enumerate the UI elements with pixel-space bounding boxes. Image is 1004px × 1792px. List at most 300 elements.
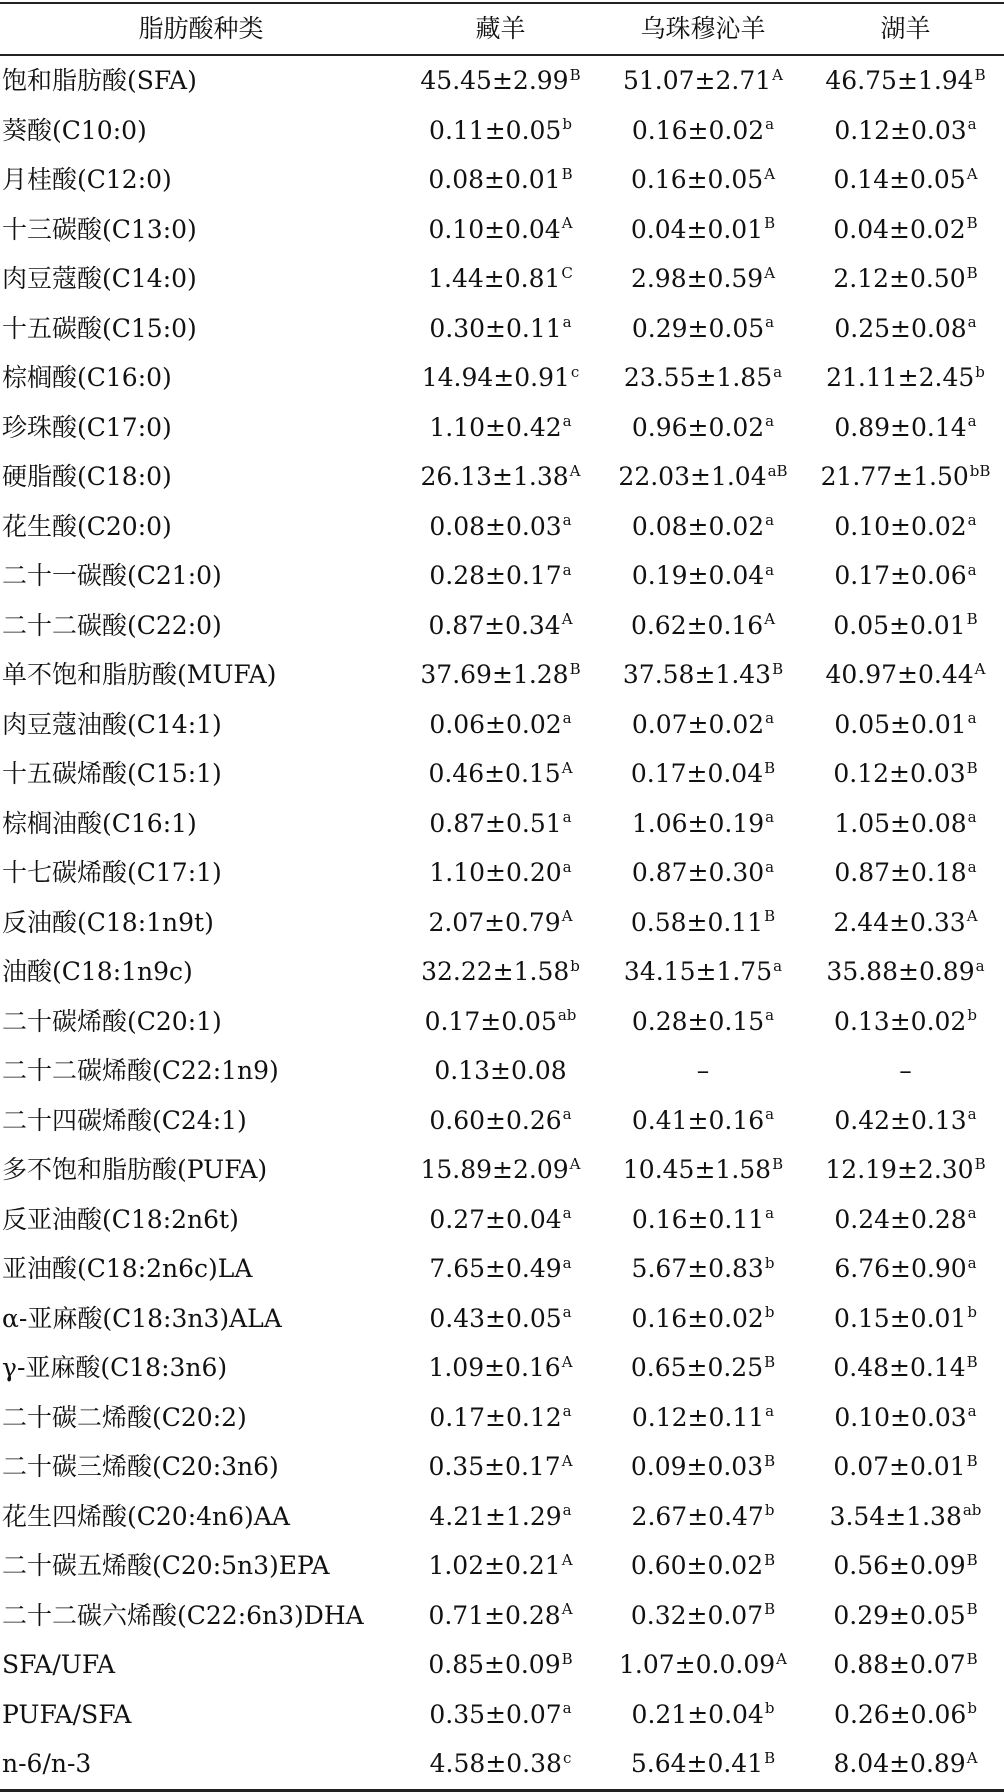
table-row	[0, 1195, 1004, 1245]
ujimqin-sheep-value	[599, 106, 807, 156]
fatty-acid-name: 月桂酸(C12:0)	[2, 165, 172, 194]
value-text: 0.85±0.09	[428, 1650, 561, 1679]
significance-letter: a	[773, 956, 783, 975]
significance-letter: A	[561, 1451, 573, 1470]
significance-letter: b	[764, 1699, 775, 1718]
tibetan-sheep-value	[402, 848, 599, 898]
value-text: 0.43±0.05	[429, 1303, 562, 1333]
value-text: 0.21±0.04	[631, 1699, 764, 1729]
hu-sheep-value	[807, 997, 1004, 1047]
value-text: 0.19±0.04	[631, 561, 765, 590]
significance-letter: A	[561, 1352, 573, 1371]
table-row	[0, 749, 1004, 799]
significance-letter: B	[764, 1451, 776, 1470]
ujimqin-sheep-value	[599, 403, 807, 453]
table-row	[0, 205, 1004, 255]
significance-letter: aB	[767, 461, 788, 480]
tibetan-sheep-value	[402, 1244, 599, 1294]
significance-letter: A	[966, 164, 978, 183]
fatty-acid-name: 十五碳酸(C15:0)	[2, 313, 197, 343]
value-text: 0.10±0.04	[428, 214, 561, 244]
value-text: 35.88±0.89	[826, 957, 975, 986]
value-text: 5.64±0.41	[630, 1749, 764, 1778]
hu-sheep-value	[807, 106, 1004, 156]
value-text: 0.65±0.25	[630, 1353, 764, 1382]
significance-letter: b	[967, 1006, 977, 1025]
table-row	[0, 353, 1004, 403]
table-row	[0, 155, 1004, 205]
significance-letter: a	[967, 560, 977, 579]
significance-letter: a	[562, 1253, 572, 1272]
value-text: 0.87±0.18	[834, 858, 967, 887]
hu-sheep-value	[807, 1046, 1004, 1096]
fatty-acid-name: 棕榈油酸(C16:1)	[2, 808, 197, 838]
value-text: 15.89±2.09	[420, 1155, 569, 1184]
table-row	[0, 898, 1004, 948]
significance-letter: a	[765, 709, 775, 728]
value-text: 0.30±0.11	[429, 313, 562, 343]
significance-letter: a	[562, 1204, 572, 1223]
significance-letter: A	[764, 263, 776, 282]
fatty-acid-name: SFA/UFA	[2, 1650, 116, 1679]
value-text: 0.62±0.16	[630, 610, 764, 640]
significance-letter: a	[967, 115, 977, 134]
fatty-acid-name: 二十碳二烯酸(C20:2)	[2, 1402, 247, 1432]
tibetan-sheep-value	[402, 403, 599, 453]
significance-letter: a	[765, 560, 775, 579]
table-row	[0, 1145, 1004, 1195]
significance-letter: b	[764, 1501, 775, 1520]
ujimqin-sheep-value	[599, 353, 807, 403]
value-text: 0.29±0.05	[631, 313, 765, 343]
fatty-acid-name: 反亚油酸(C18:2n6t)	[2, 1204, 239, 1234]
tibetan-sheep-value	[402, 304, 599, 354]
ujimqin-sheep-value	[599, 947, 807, 997]
hu-sheep-value	[807, 1096, 1004, 1146]
value-text: –	[696, 1056, 710, 1085]
value-text: 1.06±0.19	[631, 808, 765, 838]
table-row	[0, 1244, 1004, 1294]
value-text: 0.24±0.28	[834, 1204, 967, 1234]
value-text: 0.04±0.01	[630, 214, 764, 244]
value-text: 0.46±0.15	[428, 759, 561, 788]
table-header-row	[0, 3, 1004, 55]
value-text: 46.75±1.94	[825, 66, 974, 95]
significance-letter: A	[561, 610, 573, 629]
tibetan-sheep-value	[402, 1739, 599, 1790]
value-text: 45.45±2.99	[420, 66, 569, 95]
header-fatty-acid-type: 脂肪酸种类	[138, 14, 264, 43]
value-text: 5.67±0.83	[631, 1254, 764, 1283]
fatty-acid-name: PUFA/SFA	[2, 1699, 132, 1729]
table-row	[0, 997, 1004, 1047]
fatty-acid-name: γ-亚麻酸(C18:3n6)	[2, 1353, 228, 1382]
ujimqin-sheep-value	[599, 1195, 807, 1245]
table-row	[0, 848, 1004, 898]
table-row	[0, 1690, 1004, 1740]
table-row	[0, 1096, 1004, 1146]
ujimqin-sheep-value	[599, 1442, 807, 1492]
value-text: 1.10±0.42	[429, 412, 562, 442]
significance-letter: B	[966, 610, 978, 629]
significance-letter: b	[967, 1699, 977, 1718]
tibetan-sheep-value	[402, 155, 599, 205]
value-text: 14.94±0.91	[421, 363, 570, 392]
ujimqin-sheep-value	[599, 1739, 807, 1790]
value-text: 0.08±0.02	[631, 511, 765, 541]
value-text: 12.19±2.30	[825, 1155, 974, 1184]
table-row	[0, 947, 1004, 997]
value-text: 0.09±0.03	[630, 1452, 764, 1481]
fatty-acid-name: 多不饱和脂肪酸(PUFA)	[2, 1155, 268, 1184]
ujimqin-sheep-value	[599, 452, 807, 502]
fatty-acid-name: 二十一碳酸(C21:0)	[2, 561, 222, 590]
tibetan-sheep-value	[402, 1195, 599, 1245]
value-text: 4.58±0.38	[429, 1749, 562, 1778]
significance-letter: B	[569, 65, 581, 84]
ujimqin-sheep-value	[599, 205, 807, 255]
significance-letter: A	[561, 1550, 573, 1569]
value-text: 0.12±0.03	[833, 759, 966, 788]
value-text: 34.15±1.75	[623, 957, 773, 986]
value-text: 0.16±0.02	[631, 115, 765, 145]
fatty-acid-name: 油酸(C18:1n9c)	[2, 957, 193, 986]
value-text: 0.16±0.02	[631, 1303, 764, 1333]
ujimqin-sheep-value	[599, 1343, 807, 1393]
hu-sheep-value	[807, 848, 1004, 898]
ujimqin-sheep-value	[599, 1096, 807, 1146]
table-row	[0, 452, 1004, 502]
ujimqin-sheep-value	[599, 55, 807, 106]
significance-letter: A	[561, 214, 573, 233]
value-text: 4.21±1.29	[429, 1501, 562, 1531]
hu-sheep-value	[807, 1244, 1004, 1294]
value-text: 0.08±0.01	[428, 165, 561, 194]
significance-letter: C	[561, 263, 573, 282]
fatty-acid-name: 花生酸(C20:0)	[2, 511, 172, 541]
ujimqin-sheep-value	[599, 551, 807, 601]
significance-letter: a	[765, 808, 775, 827]
value-text: 0.06±0.02	[429, 709, 562, 739]
value-text: 40.97±0.44	[825, 660, 974, 689]
significance-letter: a	[765, 412, 775, 431]
value-text: 2.44±0.33	[833, 907, 966, 937]
hu-sheep-value	[807, 155, 1004, 205]
significance-letter: B	[764, 214, 776, 233]
fatty-acid-name: n-6/n-3	[2, 1749, 92, 1778]
significance-letter: B	[974, 65, 986, 84]
ujimqin-sheep-value	[599, 1393, 807, 1443]
hu-sheep-value	[807, 205, 1004, 255]
value-text: 1.09±0.16	[428, 1353, 561, 1382]
value-text: 0.25±0.08	[834, 313, 967, 343]
significance-letter: a	[562, 560, 572, 579]
ujimqin-sheep-value	[599, 1541, 807, 1591]
significance-letter: B	[569, 659, 581, 678]
tibetan-sheep-value	[402, 700, 599, 750]
fatty-acid-name: 二十二碳六烯酸(C22:6n3)DHA	[2, 1600, 364, 1630]
significance-letter: a	[562, 1501, 572, 1520]
value-text: 32.22±1.58	[421, 957, 570, 986]
value-text: 51.07±2.71	[622, 66, 772, 95]
tibetan-sheep-value	[402, 1046, 599, 1096]
fatty-acid-name: 珍珠酸(C17:0)	[2, 412, 172, 442]
significance-letter: B	[966, 758, 978, 777]
significance-letter: a	[967, 1253, 977, 1272]
hu-sheep-value	[807, 502, 1004, 552]
significance-letter: B	[966, 1352, 978, 1371]
fatty-acid-name: 二十二碳酸(C22:0)	[2, 610, 222, 640]
ujimqin-sheep-value	[599, 1591, 807, 1641]
tibetan-sheep-value	[402, 502, 599, 552]
fatty-acid-name: 花生四烯酸(C20:4n6)AA	[2, 1501, 290, 1531]
significance-letter: b	[967, 1303, 977, 1322]
significance-letter: B	[764, 1352, 776, 1371]
value-text: 26.13±1.38	[420, 462, 569, 491]
ujimqin-sheep-value	[599, 304, 807, 354]
value-text: 0.58±0.11	[630, 907, 764, 937]
fatty-acid-name: 二十碳烯酸(C20:1)	[2, 1006, 222, 1036]
value-text: 0.35±0.17	[428, 1452, 561, 1481]
ujimqin-sheep-value	[599, 1046, 807, 1096]
significance-letter: a	[773, 362, 783, 381]
table-row	[0, 601, 1004, 651]
significance-letter: a	[765, 1402, 775, 1421]
significance-letter: b	[975, 362, 985, 381]
significance-letter: A	[561, 907, 573, 926]
significance-letter: A	[776, 1649, 787, 1668]
table-row	[0, 551, 1004, 601]
value-text: 3.54±1.38	[829, 1501, 962, 1531]
value-text: 0.26±0.06	[834, 1699, 967, 1729]
fatty-acid-table	[0, 2, 1004, 1792]
table-row	[0, 502, 1004, 552]
tibetan-sheep-value	[402, 749, 599, 799]
value-text: 0.32±0.07	[630, 1600, 764, 1630]
hu-sheep-value	[807, 898, 1004, 948]
significance-letter: a	[562, 857, 572, 876]
fatty-acid-name: 二十二碳烯酸(C22:1n9)	[2, 1056, 279, 1085]
value-text: 0.05±0.01	[833, 610, 966, 640]
hu-sheep-value	[807, 1640, 1004, 1690]
fatty-acid-name: 二十四碳烯酸(C24:1)	[2, 1105, 247, 1135]
value-text: 21.11±2.45	[826, 363, 975, 392]
significance-letter: a	[562, 1699, 572, 1718]
value-text: 1.02±0.21	[428, 1551, 561, 1580]
value-text: 0.29±0.05	[833, 1600, 966, 1630]
ujimqin-sheep-value	[599, 848, 807, 898]
significance-letter: a	[562, 313, 572, 332]
tibetan-sheep-value	[402, 1442, 599, 1492]
value-text: 0.48±0.14	[833, 1353, 966, 1382]
fatty-acid-name: 饱和脂肪酸(SFA)	[2, 66, 197, 95]
fatty-acid-name: 十五碳烯酸(C15:1)	[2, 759, 222, 788]
significance-letter: A	[561, 1600, 573, 1619]
significance-letter: B	[561, 1649, 573, 1668]
tibetan-sheep-value	[402, 898, 599, 948]
significance-letter: B	[764, 1600, 776, 1619]
significance-letter: b	[562, 115, 572, 134]
value-text: 0.89±0.14	[834, 412, 967, 442]
table-row	[0, 403, 1004, 453]
hu-sheep-value	[807, 1591, 1004, 1641]
significance-letter: B	[764, 907, 776, 926]
value-text: 0.41±0.16	[631, 1105, 765, 1135]
significance-letter: a	[765, 857, 775, 876]
tibetan-sheep-value	[402, 205, 599, 255]
significance-letter: a	[562, 412, 572, 431]
tibetan-sheep-value	[402, 650, 599, 700]
value-text: 0.13±0.08	[434, 1056, 567, 1085]
significance-letter: b	[764, 1253, 775, 1272]
tibetan-sheep-value	[402, 254, 599, 304]
significance-letter: B	[966, 1600, 978, 1619]
value-text: 2.12±0.50	[833, 264, 966, 293]
hu-sheep-value	[807, 1492, 1004, 1542]
ujimqin-sheep-value	[599, 700, 807, 750]
significance-letter: A	[569, 1154, 581, 1173]
significance-letter: ab	[557, 1006, 577, 1025]
tibetan-sheep-value	[402, 799, 599, 849]
value-text: 10.45±1.58	[622, 1155, 772, 1184]
table-row	[0, 1294, 1004, 1344]
ujimqin-sheep-value	[599, 1244, 807, 1294]
hu-sheep-value	[807, 452, 1004, 502]
value-text: 23.55±1.85	[623, 363, 773, 392]
significance-letter: a	[765, 313, 775, 332]
significance-letter: A	[966, 907, 978, 926]
significance-letter: B	[966, 214, 978, 233]
value-text: 0.14±0.05	[833, 165, 966, 194]
table-row	[0, 1393, 1004, 1443]
tibetan-sheep-value	[402, 1591, 599, 1641]
ujimqin-sheep-value	[599, 898, 807, 948]
hu-sheep-value	[807, 1690, 1004, 1740]
fatty-acid-name: 亚油酸(C18:2n6c)LA	[2, 1254, 253, 1283]
ujimqin-sheep-value	[599, 601, 807, 651]
significance-letter: a	[562, 808, 572, 827]
value-text: 0.56±0.09	[833, 1551, 966, 1580]
header-tibetan-sheep: 藏羊	[475, 14, 526, 43]
significance-letter: B	[772, 659, 784, 678]
tibetan-sheep-value	[402, 1393, 599, 1443]
significance-letter: b	[570, 956, 580, 975]
significance-letter: a	[967, 511, 977, 530]
value-text: 0.87±0.51	[429, 808, 562, 838]
hu-sheep-value	[807, 1294, 1004, 1344]
significance-letter: B	[764, 758, 776, 777]
tibetan-sheep-value	[402, 353, 599, 403]
value-text: 1.07±0.0.09	[619, 1650, 776, 1679]
value-text: 0.17±0.04	[630, 759, 764, 788]
significance-letter: a	[967, 412, 977, 431]
significance-letter: A	[569, 461, 581, 480]
tibetan-sheep-value	[402, 947, 599, 997]
significance-letter: B	[966, 1550, 978, 1569]
value-text: 0.15±0.01	[834, 1303, 967, 1333]
hu-sheep-value	[807, 1343, 1004, 1393]
table-row	[0, 254, 1004, 304]
value-text: 0.13±0.02	[834, 1006, 967, 1036]
significance-letter: a	[967, 1105, 977, 1124]
value-text: 1.44±0.81	[428, 264, 561, 293]
hu-sheep-value	[807, 1442, 1004, 1492]
significance-letter: a	[562, 1105, 572, 1124]
hu-sheep-value	[807, 749, 1004, 799]
hu-sheep-value	[807, 601, 1004, 651]
significance-letter: a	[967, 1402, 977, 1421]
value-text: 0.28±0.17	[429, 561, 562, 590]
hu-sheep-value	[807, 304, 1004, 354]
hu-sheep-value	[807, 1145, 1004, 1195]
ujimqin-sheep-value	[599, 254, 807, 304]
value-text: 6.76±0.90	[834, 1254, 967, 1283]
significance-letter: B	[966, 1649, 978, 1668]
tibetan-sheep-value	[402, 106, 599, 156]
tibetan-sheep-value	[402, 1343, 599, 1393]
value-text: 8.04±0.89	[833, 1749, 966, 1778]
hu-sheep-value	[807, 1393, 1004, 1443]
significance-letter: B	[966, 263, 978, 282]
fatty-acid-name: 反油酸(C18:1n9t)	[2, 907, 214, 937]
hu-sheep-value	[807, 650, 1004, 700]
value-text: 0.35±0.07	[429, 1699, 562, 1729]
significance-letter: a	[967, 1204, 977, 1223]
ujimqin-sheep-value	[599, 155, 807, 205]
ujimqin-sheep-value	[599, 650, 807, 700]
value-text: 21.77±1.50	[820, 462, 969, 491]
significance-letter: a	[765, 1204, 775, 1223]
value-text: 0.17±0.12	[429, 1402, 562, 1432]
table-row	[0, 700, 1004, 750]
significance-letter: a	[562, 1402, 572, 1421]
value-text: 0.28±0.15	[631, 1006, 765, 1036]
significance-letter: A	[974, 659, 986, 678]
tibetan-sheep-value	[402, 601, 599, 651]
table-row	[0, 1591, 1004, 1641]
ujimqin-sheep-value	[599, 1640, 807, 1690]
header-hu-sheep: 湖羊	[880, 14, 931, 43]
significance-letter: B	[764, 1748, 776, 1767]
fatty-acid-name: 葵酸(C10:0)	[2, 115, 147, 145]
hu-sheep-value	[807, 353, 1004, 403]
table-row	[0, 1442, 1004, 1492]
table-row	[0, 55, 1004, 106]
significance-letter: B	[974, 1154, 986, 1173]
significance-letter: c	[562, 1748, 572, 1767]
value-text: 7.65±0.49	[429, 1254, 562, 1283]
ujimqin-sheep-value	[599, 1492, 807, 1542]
tibetan-sheep-value	[402, 1096, 599, 1146]
value-text: 2.07±0.79	[428, 907, 561, 937]
ujimqin-sheep-value	[599, 799, 807, 849]
tibetan-sheep-value	[402, 551, 599, 601]
value-text: 0.10±0.02	[834, 511, 967, 541]
fatty-acid-name: 硬脂酸(C18:0)	[2, 462, 172, 491]
significance-letter: B	[966, 1451, 978, 1470]
value-text: 0.88±0.07	[833, 1650, 966, 1679]
fatty-acid-name: 肉豆蔻酸(C14:0)	[2, 264, 197, 293]
value-text: 0.12±0.11	[631, 1402, 765, 1432]
value-text: 0.17±0.06	[834, 561, 967, 590]
table-row	[0, 650, 1004, 700]
ujimqin-sheep-value	[599, 1145, 807, 1195]
ujimqin-sheep-value	[599, 1294, 807, 1344]
significance-letter: bB	[969, 461, 991, 480]
value-text: 0.16±0.05	[630, 165, 764, 194]
hu-sheep-value	[807, 1195, 1004, 1245]
hu-sheep-value	[807, 700, 1004, 750]
